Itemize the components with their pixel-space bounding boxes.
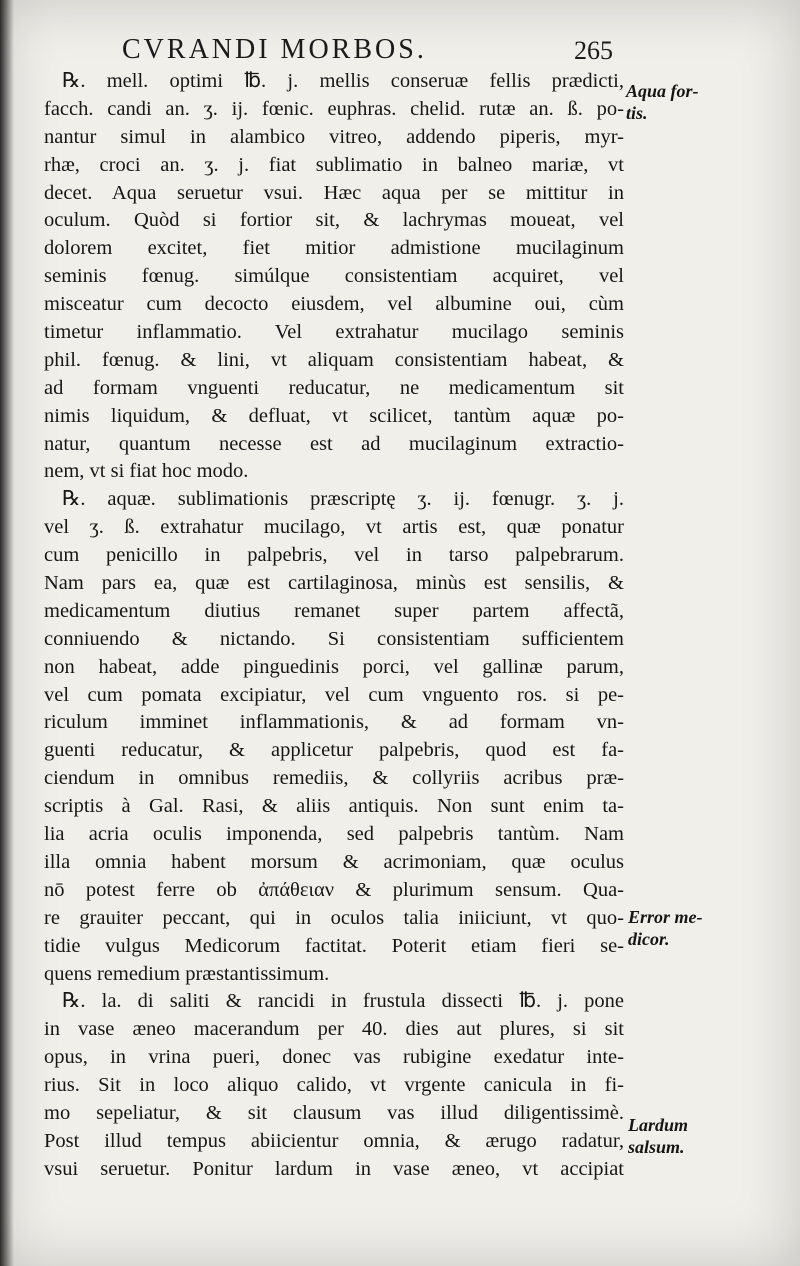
text-line: seminis fœnug. simúlque consistentiam acquiret, vel — [44, 265, 624, 288]
text-line: timetur inflammatio. Vel extrahatur mucilago seminis — [44, 321, 624, 344]
text-line: vel cum pomata excipiatur, vel cum vnguento ros. si pe- — [44, 683, 624, 706]
margin-note-line: salsum. — [628, 1137, 685, 1157]
margin-note-error-medicorum — [628, 906, 703, 950]
text-line: cum penicillo in palpebris, vel in tarso palpebrarum. — [44, 544, 624, 567]
text-line: rius. Sit in loco aliquo calido, vt vrgente canicula in fi- — [44, 1074, 624, 1097]
text-line: Nam pars ea, quæ est cartilaginosa, minùs est sensilis, & — [44, 572, 624, 595]
text-line: ℞. la. di saliti & rancidi in frustula dissecti ℔. j. pone — [62, 990, 624, 1013]
text-line: ℞. mell. optimi ℔. j. mellis conseruæ fellis prædicti, — [62, 70, 624, 92]
margin-note-line: dicor. — [628, 929, 670, 949]
text-line: nem, vt si fiat hoc modo. — [44, 460, 249, 483]
text-line: conniuendo & nictando. Si consistentiam sufficientem — [44, 627, 624, 650]
text-line: lia acria oculis imponenda, sed palpebris tantùm. Nam — [44, 823, 624, 846]
text-line: nimis liquidum, & defluat, vt scilicet, tantùm aquæ po- — [44, 404, 624, 427]
margin-note-line: Lardum — [628, 1115, 689, 1135]
text-line: quens remedium præstantissimum. — [44, 962, 330, 985]
text-line: re grauiter peccant, qui in oculos talia iniiciunt, vt quo- — [44, 906, 624, 929]
running-head — [0, 26, 800, 66]
text-line: opus, in vrina pueri, donec vas rubigine exedatur inte- — [44, 1046, 624, 1069]
page-number: 265 — [574, 36, 613, 65]
text-line: guenti reducatur, & applicetur palpebris, quod est fa- — [44, 739, 624, 762]
margin-note-lardum-salsum — [628, 1114, 688, 1158]
text-line: dolorem excitet, fiet mitior admistione mucilaginum — [44, 237, 624, 260]
text-line: tidie vulgus Medicorum factitat. Poterit etiam fieri se- — [44, 934, 624, 957]
text-line: in vase æneo macerandum per 40. dies aut plures, si sit — [44, 1018, 624, 1041]
text-line: natur, quantum necesse est ad mucilaginum extractio- — [44, 432, 624, 455]
text-line: vel ʒ. ß. extrahatur mucilago, vt artis est, quæ ponatur — [44, 516, 624, 539]
text-line: scriptis à Gal. Rasi, & aliis antiquis. Non sunt enim ta- — [44, 795, 624, 818]
margin-note-line: Error me- — [628, 907, 703, 927]
margin-note-aqua-fortis — [626, 80, 699, 124]
text-line: phil. fœnug. & lini, vt aliquam consistentiam habeat, & — [44, 348, 624, 371]
text-line: mo sepeliatur, & sit clausum vas illud diligentissimè. — [44, 1101, 624, 1124]
text-line: medicamentum diutius remanet super partem affectã, — [44, 599, 624, 622]
text-line: misceatur cum decocto eiusdem, vel albumine oui, cùm — [44, 293, 624, 316]
text-line: nō potest ferre ob ἀπάθειαν & plurimum sensum. Qua- — [44, 878, 624, 901]
margin-note-line: Aqua for- — [626, 81, 699, 101]
text-line: facch. candi an. ʒ. ij. fœnic. euphras. chelid. rutæ an. ß. po- — [44, 97, 624, 120]
text-line: illa omnia habent morsum & acrimoniam, quæ oculus — [44, 850, 624, 873]
text-line: oculum. Quòd si fortior sit, & lachrymas moueat, vel — [44, 209, 624, 232]
text-line: ad formam vnguenti reducatur, ne medicamentum sit — [44, 376, 624, 399]
text-line: vsui seruetur. Ponitur lardum in vase æneo, vt accipiat — [44, 1157, 624, 1180]
margin-note-line: tis. — [626, 103, 648, 123]
body-text — [44, 68, 624, 1184]
text-line: ciendum in omnibus remediis, & collyriis acribus præ- — [44, 767, 624, 790]
text-line: non habeat, adde pinguedinis porci, vel gallinæ parum, — [44, 655, 624, 678]
text-line: decet. Aqua seruetur vsui. Hæc aqua per se mittitur in — [44, 181, 624, 204]
text-line: ℞. aquæ. sublimationis præscriptę ʒ. ij. fœnugr. ʒ. j. — [62, 488, 624, 511]
running-title: CVRANDI MORBOS. — [122, 34, 427, 65]
text-line: riculum imminet inflammationis, & ad formam vn- — [44, 711, 624, 734]
text-line: Post illud tempus abiicientur omnia, & ærugo radatur, — [44, 1129, 624, 1152]
text-line: nantur simul in alambico vitreo, addendo piperis, myr- — [44, 125, 624, 148]
text-line: rhæ, croci an. ʒ. j. fiat sublimatio in balneo mariæ, vt — [44, 153, 624, 176]
